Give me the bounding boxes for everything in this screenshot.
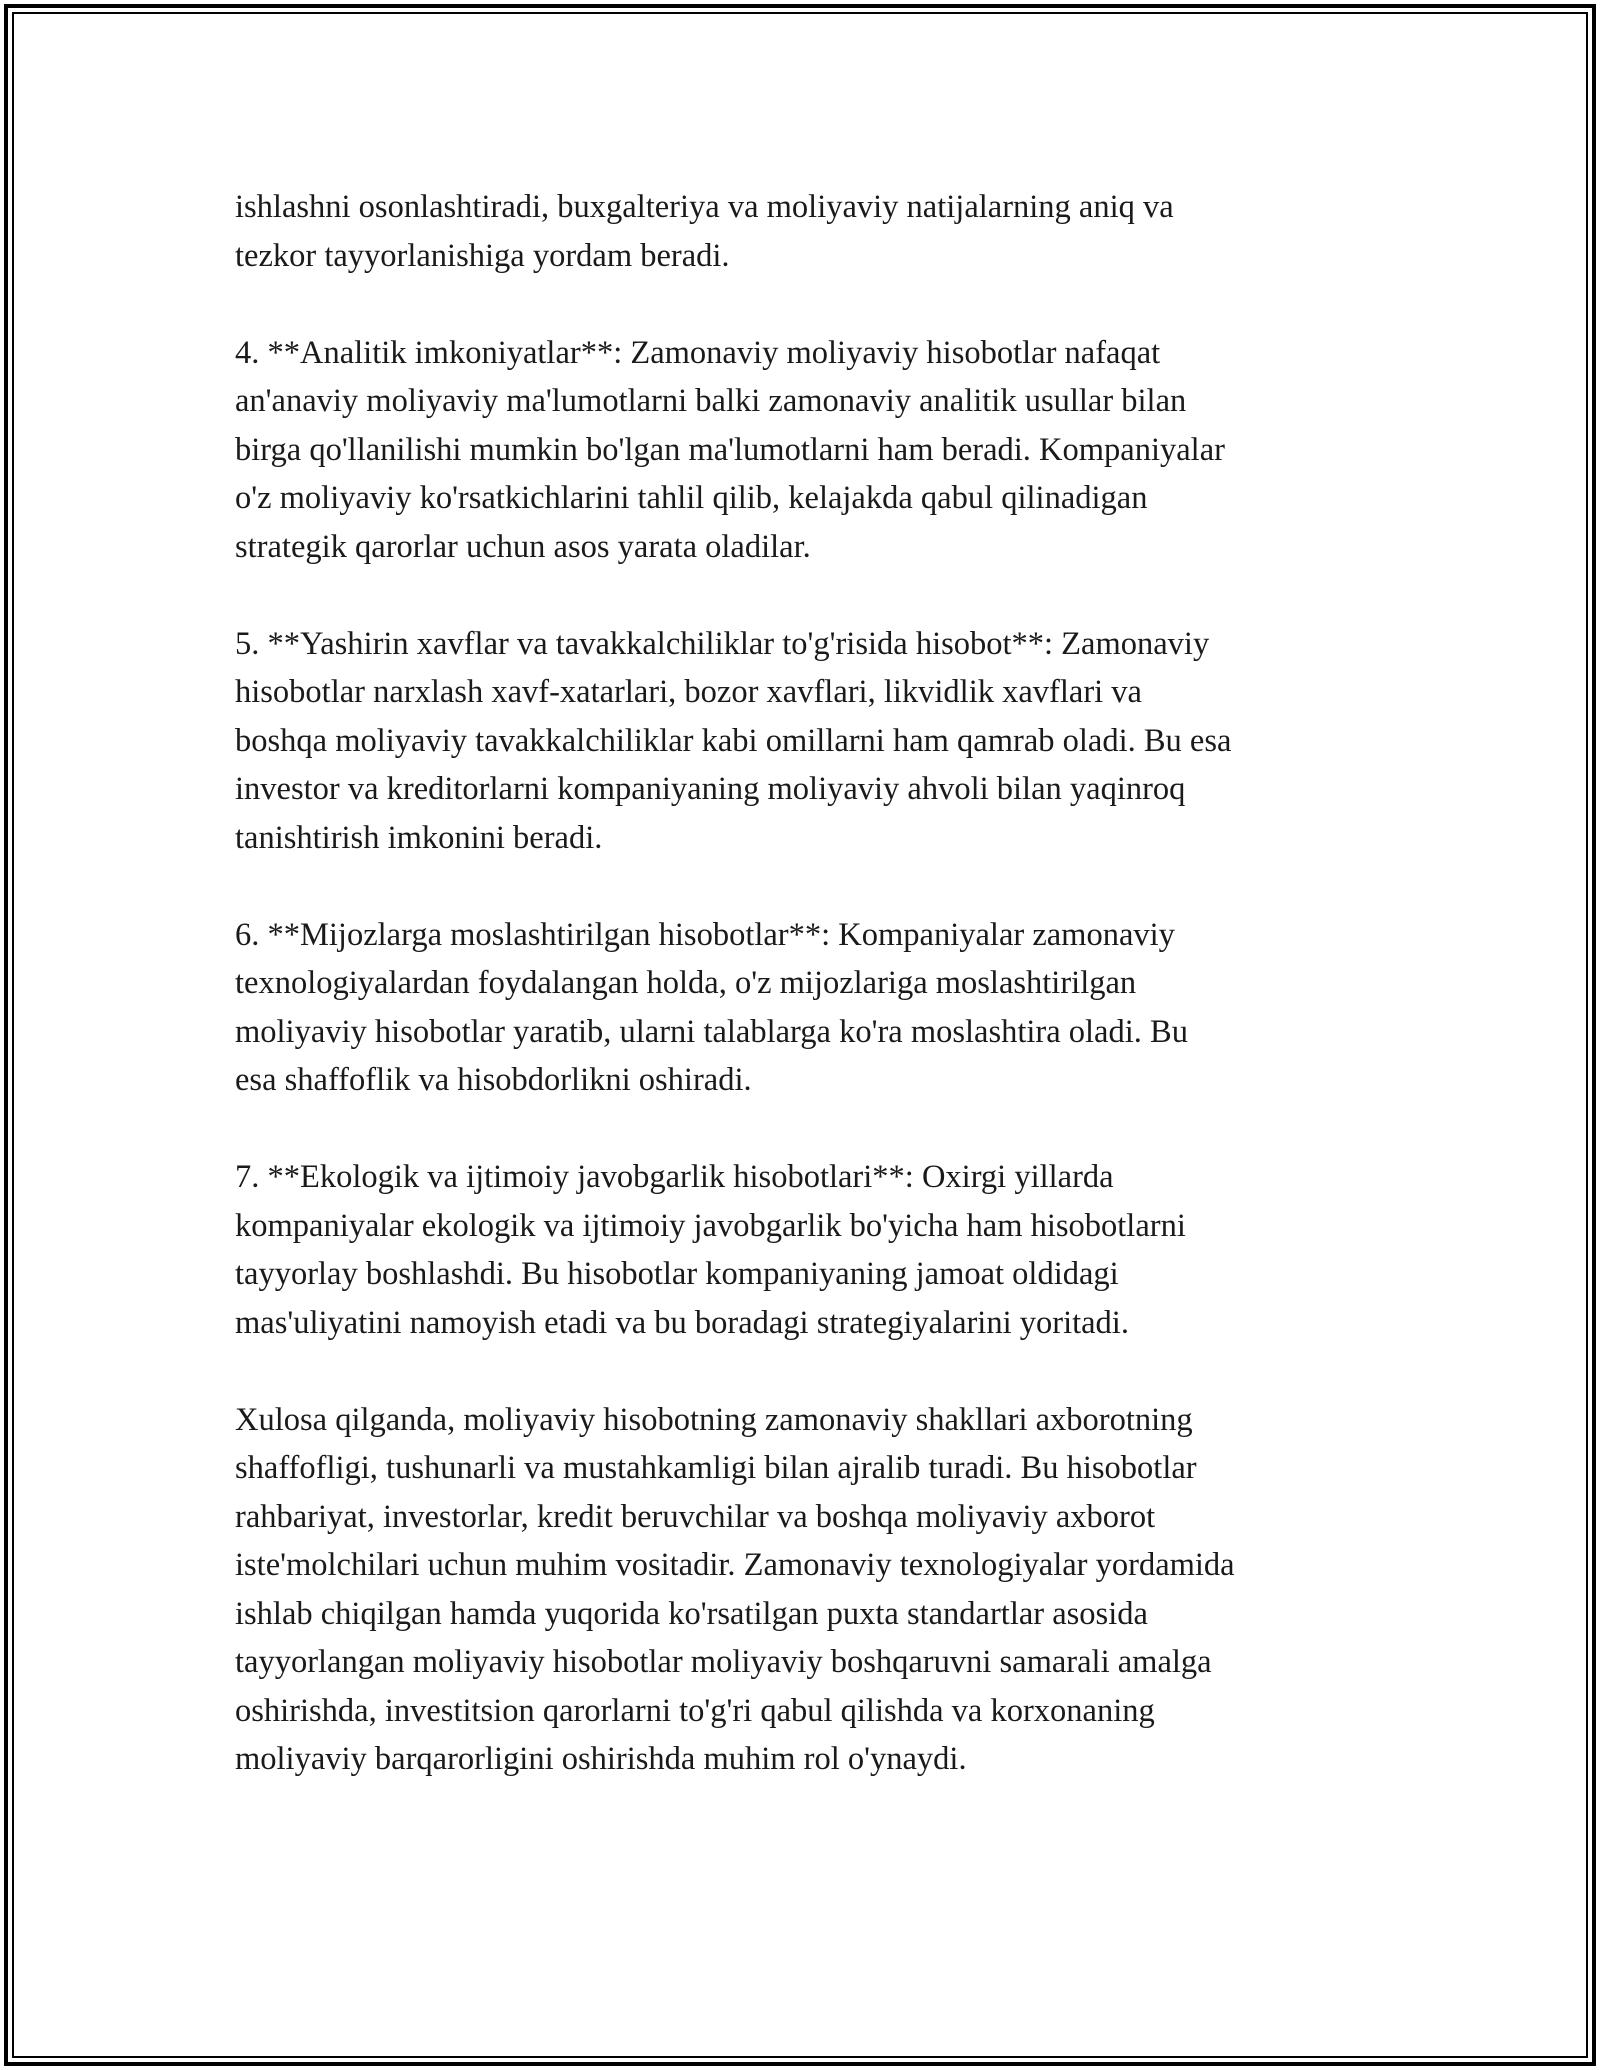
paragraph-item-5: 5. **Yashirin xavflar va tavakkalchiliklar to'g'risida hisobot**: Zamonaviy hisobotlar narxlash xavf-xatarlari, bozor xavflari, likvidlik xavflari va boshqa moliyaviy tavakkalchiliklar kabi omillarni ham qamrab oladi. Bu esa investor va kreditorlarni kompaniyaning moliyaviy ahvoli bilan yaqinroq tanishtirish imkonini beradi. (235, 625, 1232, 856)
paragraph-item-4: 4. **Analitik imkoniyatlar**: Zamonaviy moliyaviy hisobotlar nafaqat an'anaviy moliyaviy ma'lumotlarni balki zamonaviy analitik usullar bilan birga qo'llanilishi mumkin bo'lgan ma'lumotlarni ham beradi. Kompaniyalar o'z moliyaviy ko'rsatkichlarini tahlil qilib, kelajakda qabul qilinadigan strategik qarorlar uchun asos yarata oladilar. (235, 334, 1225, 565)
paragraph-item-6: 6. **Mijozlarga moslashtirilgan hisobotlar**: Kompaniyalar zamonaviy texnologiyalardan foydalangan holda, o'z mijozlariga moslashtirilgan moliyaviy hisobotlar yaratib, ularni talablarga ko'ra moslashtira oladi. Bu esa shaffoflik va hisobdorlikni oshiradi. (235, 916, 1188, 1098)
paragraph-conclusion: Xulosa qilganda, moliyaviy hisobotning zamonaviy shakllari axborotning shaffofligi, tushunarli va mustahkamligi bilan ajralib turadi. Bu hisobotlar rahbariyat, investorlar, kredit beruvchilar va boshqa moliyaviy axborot iste'molchilari uchun muhim vositadir. Zamonaviy texnologiyalar yordamida ishlab chiqilgan hamda yuqorida ko'rsatilgan puxta standartlar asosida tayyorlangan moliyaviy hisobotlar moliyaviy boshqaruvni samarali amalga oshirishda, investitsion qarorlarni to'g'ri qabul qilishda va korxonaning moliyaviy barqarorligini oshirishda muhim rol o'ynaydi. (235, 1401, 1235, 1777)
paragraph-continuation: ishlashni osonlashtiradi, buxgalteriya va moliyaviy natijalarning aniq va tezkor tayyorlanishiga yordam beradi. (235, 189, 1174, 274)
document-body (235, 183, 1395, 1784)
paragraph-item-7: 7. **Ekologik va ijtimoiy javobgarlik hisobotlari**: Oxirgi yillarda kompaniyalar ekologik va ijtimoiy javobgarlik bo'yicha ham hisobotlarni tayyorlay boshlashdi. Bu hisobotlar kompaniyaning jamoat oldidagi mas'uliyatini namoyish etadi va bu boradagi strategiyalarini yoritadi. (235, 1159, 1186, 1341)
